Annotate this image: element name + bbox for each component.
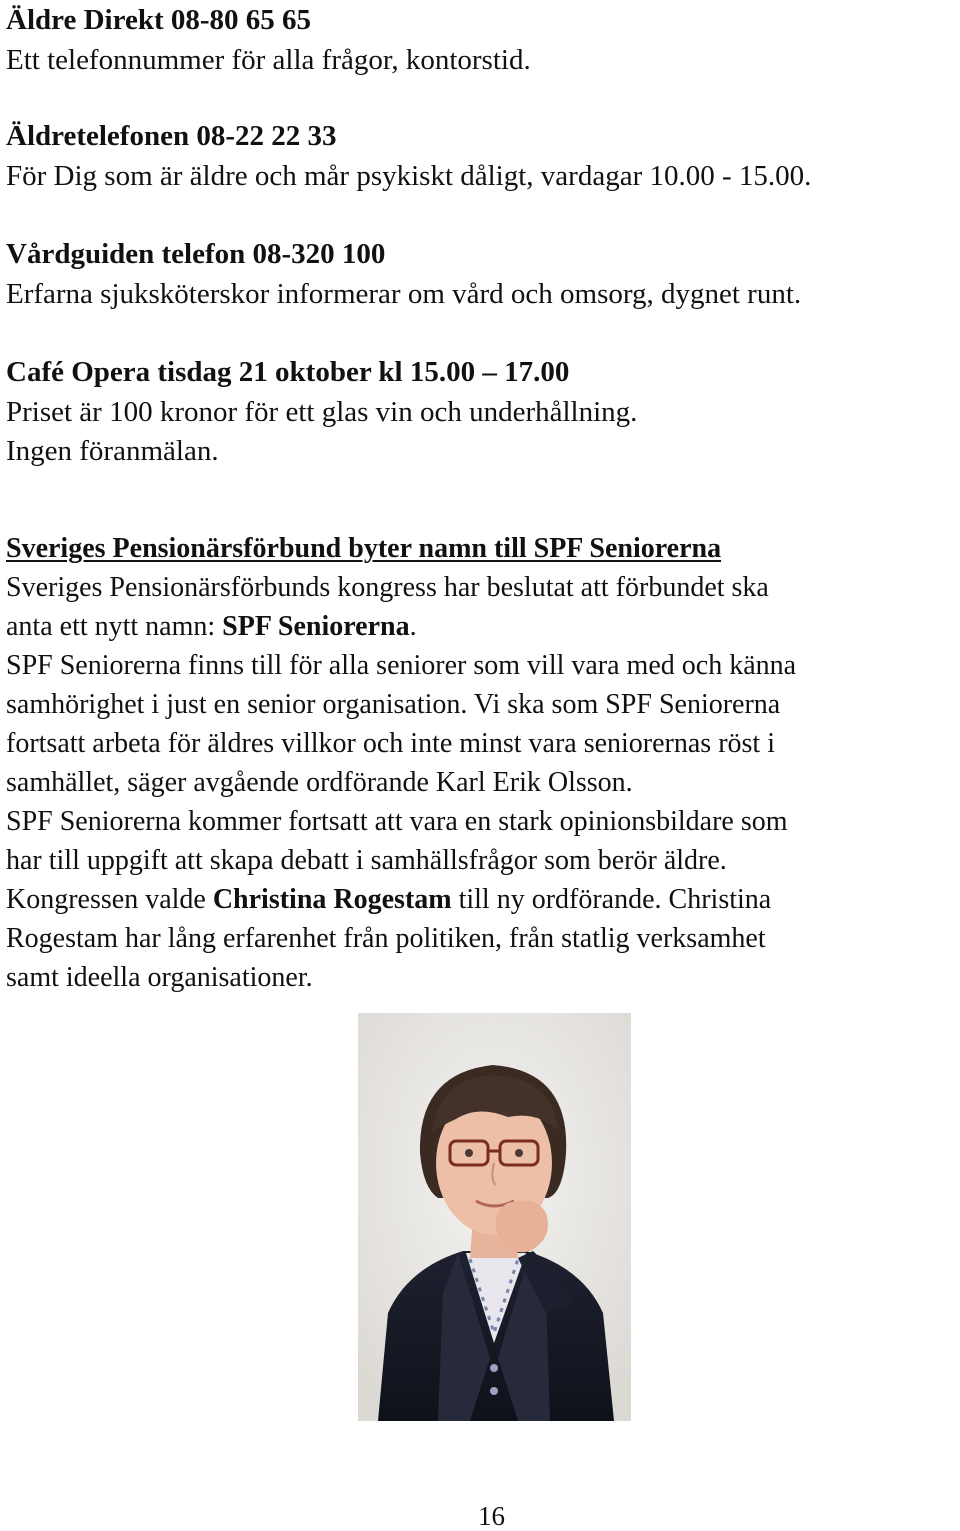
- aldre-direkt-text: Ett telefonnummer för alla frågor, kontorstid.: [6, 44, 531, 76]
- spf-p1-l2: [6, 613, 417, 641]
- aldretelefonen-title: Äldretelefonen 08-22 22 33: [6, 120, 337, 152]
- spf-chair-name: Christina Rogestam: [212, 884, 452, 915]
- aldretelefonen-text: För Dig som är äldre och mår psykiskt dåligt, vardagar 10.00 - 15.00.: [6, 160, 812, 192]
- spf-p2-l4: samhället, säger avgående ordförande Karl Erik Olsson.: [6, 767, 633, 798]
- vardguiden-text: Erfarna sjuksköterskor informerar om vård och omsorg, dygnet runt.: [6, 278, 802, 310]
- spf-p2-l1: SPF Seniorerna finns till för alla seniorer som vill vara med och känna: [6, 650, 797, 681]
- cafe-opera-title: Café Opera tisdag 21 oktober kl 15.00 – 17.00: [6, 356, 570, 388]
- vardguiden-title: Vårdguiden telefon 08-320 100: [6, 238, 386, 270]
- portrait-illustration: [358, 1013, 631, 1421]
- spf-p4-l1: [6, 886, 771, 914]
- page-number: 16: [478, 1501, 505, 1531]
- spf-p4-l2: Rogestam har lång erfarenhet från politiken, från statlig verksamhet: [6, 923, 766, 954]
- spf-p4-l1-post: till ny ordförande. Christina: [451, 884, 772, 915]
- spf-p4-l3: samt ideella organisationer.: [6, 962, 313, 993]
- spf-p3-l1: SPF Seniorerna kommer fortsatt att vara en stark opinionsbildare som: [6, 806, 788, 837]
- spf-p2-l2: samhörighet i just en senior organisation. Vi ska som SPF Seniorerna: [6, 689, 781, 720]
- spf-p1-l2-pre: anta ett nytt namn:: [6, 611, 223, 642]
- spf-new-name: SPF Seniorerna: [222, 611, 410, 642]
- aldre-direkt-title: Äldre Direkt 08-80 65 65: [6, 4, 312, 36]
- cafe-opera-line1: Priset är 100 kronor för ett glas vin och underhållning.: [6, 396, 638, 428]
- cafe-opera-line2: Ingen föranmälan.: [6, 435, 219, 467]
- portrait-photo: [358, 1013, 631, 1421]
- spf-p4-l1-pre: Kongressen valde: [6, 884, 213, 915]
- spf-p3-l2: har till uppgift att skapa debatt i samhällsfrågor som berör äldre.: [6, 845, 727, 876]
- spf-p2-l3: fortsatt arbeta för äldres villkor och inte minst vara seniorernas röst i: [6, 728, 775, 759]
- spf-heading: Sveriges Pensionärsförbund byter namn till SPF Seniorerna: [6, 533, 722, 564]
- spf-p1-l2-post: .: [409, 611, 417, 642]
- spf-p1-l1: Sveriges Pensionärsförbunds kongress har beslutat att förbundet ska: [6, 572, 769, 603]
